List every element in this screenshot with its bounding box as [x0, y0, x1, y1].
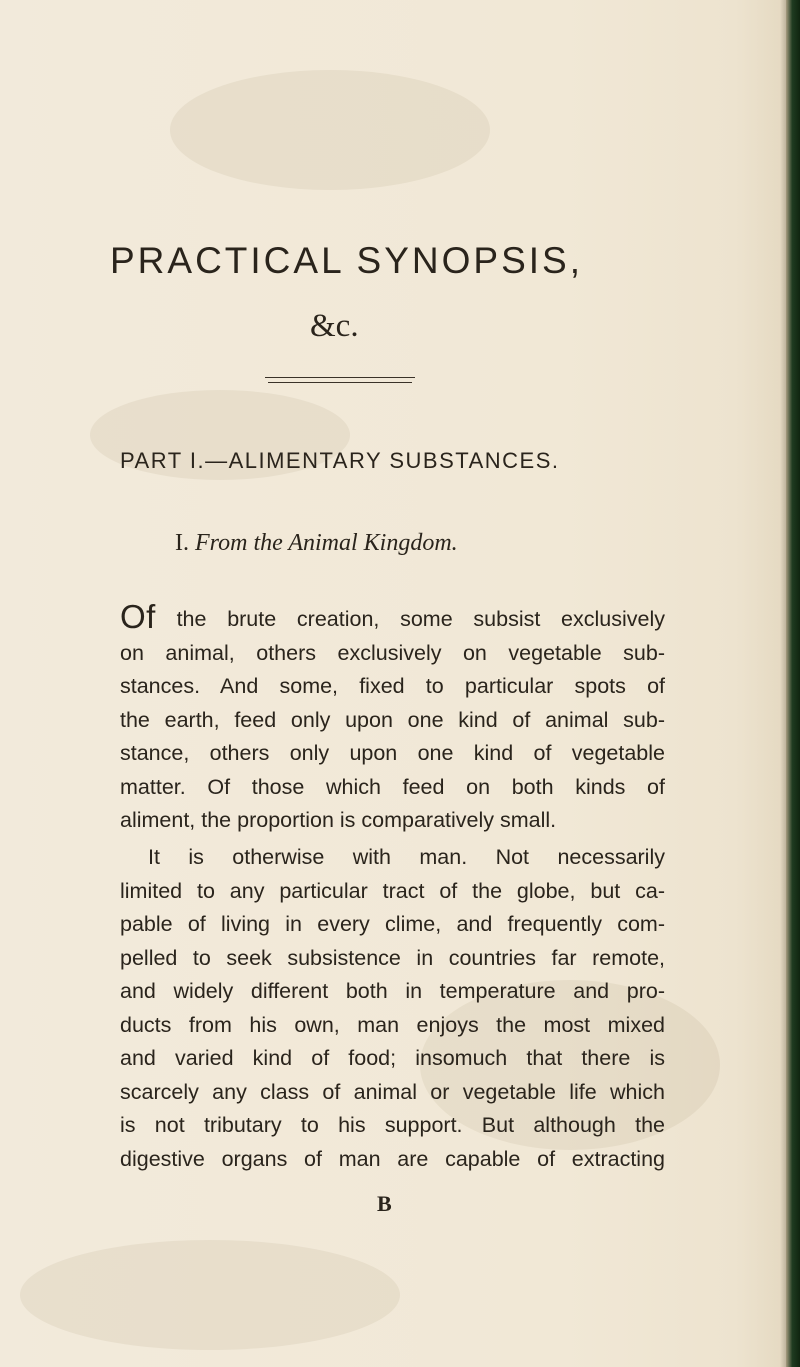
book-binding-edge: [786, 0, 800, 1367]
heading-rule: [265, 377, 415, 378]
paragraph-line: [120, 600, 665, 637]
paragraph-line: on animal, others exclusively on vegetable sub-: [120, 640, 665, 665]
paragraph-line-text: It is otherwise with man. Not necessarily: [148, 845, 665, 869]
paragraph-line: [120, 841, 665, 875]
paragraph-line: stances. And some, fixed to particular spots of: [120, 674, 665, 698]
paragraph-line: pable of living in every clime, and frequently com-: [120, 912, 665, 936]
paragraph-line: aliment, the proportion is comparatively small.: [120, 808, 557, 832]
signature-mark: B: [377, 1191, 392, 1216]
section-heading: [175, 531, 635, 555]
section-number: I.: [175, 530, 189, 556]
paragraph-line: scarcely any class of animal or vegetable life which: [120, 1079, 665, 1104]
paragraph-line: is not tributary to his support. But although the: [120, 1113, 665, 1137]
paper-foxing-stain: [170, 70, 490, 190]
paragraph-2: [120, 841, 665, 1176]
drop-cap: Of: [120, 598, 156, 635]
running-subtitle: &c.: [310, 308, 359, 344]
paragraph-line: ducts from his own, man enjoys the most mixed: [120, 1012, 665, 1037]
heading-rule: [268, 382, 412, 383]
paragraph-line: and widely different both in temperature and pro-: [120, 979, 665, 1003]
running-title: PRACTICAL SYNOPSIS,: [110, 240, 584, 281]
paragraph-line: stance, others only upon one kind of vegetable: [120, 741, 665, 765]
paragraph-line: and varied kind of food; insomuch that there is: [120, 1046, 665, 1070]
paragraph-line-text: the brute creation, some subsist exclusively: [176, 607, 665, 631]
part-heading: PART I.—ALIMENTARY SUBSTANCES.: [120, 448, 560, 473]
paragraph-line: matter. Of those which feed on both kinds of: [120, 774, 665, 799]
paragraph-line: limited to any particular tract of the globe, but ca-: [120, 878, 665, 903]
paragraph-line: digestive organs of man are capable of extracting: [120, 1146, 665, 1171]
paragraph-line: the earth, feed only upon one kind of animal sub-: [120, 707, 665, 732]
paragraph-line: pelled to seek subsistence in countries far remote,: [120, 945, 665, 970]
paper-foxing-stain: [20, 1240, 400, 1350]
paragraph-1: [120, 600, 665, 838]
section-title: From the Animal Kingdom.: [195, 530, 458, 556]
